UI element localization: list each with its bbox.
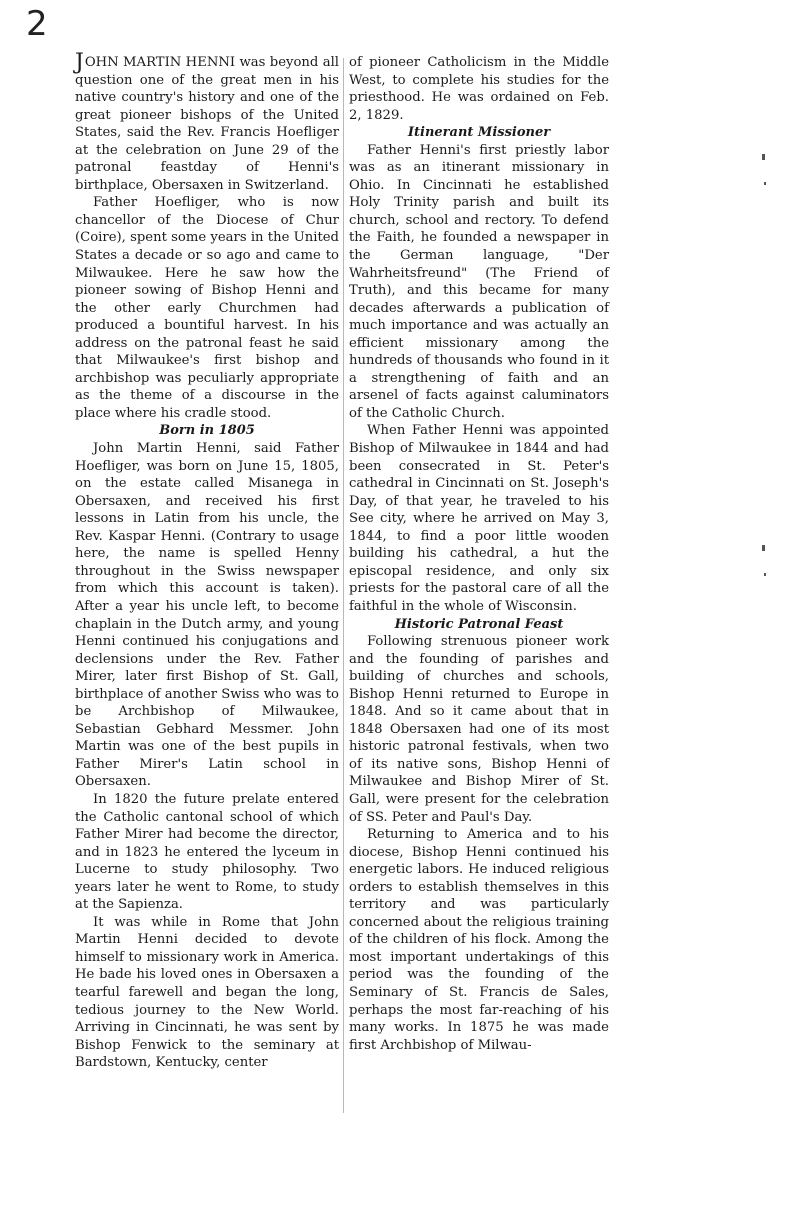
section-heading: Historic Patronal Feast	[394, 616, 564, 632]
paragraph: Father Hoefliger, who is now chancellor of the Diocese of Chur (Coire), spent some years in the United States a decade or so ago and came to Milwaukee. Here he saw how the pioneer sowing of Bishop Henni and the other early Churchmen had produced a bountiful harvest. In his address on the patronal feast he said that Milwaukee's first bishop and archbishop was peculiarly appropriate as the theme of a discourse in the place where his cradle stood.	[75, 195, 339, 421]
paragraph: Father Henni's first priestly labor was as an itinerant missionary in Ohio. In Cincinnati he established Holy Trinity parish and built its church, school and rectory. To defend the Faith, he founded a newspaper in the German language, "Der Wahrheitsfreund" (The Friend of Truth), and this became for many decades afterwards a publication of much importance and was actually an efficient missionary among the hundreds of thousands who found in it a strengthening of faith and an arsenel of facts against caluminators of the Catholic Church.	[349, 142, 609, 421]
drop-cap: J	[75, 50, 84, 75]
column-rule	[343, 58, 344, 1113]
margin-mark	[762, 545, 765, 551]
left-column	[75, 50, 339, 1072]
paragraph: John Martin Henni, said Father Hoefliger, was born on June 15, 1805, on the estate called Misanega in Obersaxen, and received his first lessons in Latin from his uncle, the Rev. Kaspar Henni. (Contrary to usage here, the name is spelled Henny throughout in the Swiss newspaper from which this account is taken). After a year his uncle left, to become chaplain in the Dutch army, and young Henni continued his conjugations and declensions under the Rev. Father Mirer, later first Bishop of St. Gall, birthplace of another Swiss who was to be Archbishop of Milwaukee, Sebastian Gebhard Messmer. John Martin was one of the best pupils in Father Mirer's Latin school in Obersaxen.	[75, 441, 339, 790]
paragraph-text: OHN MARTIN HENNI was beyond all question one of the great men in his native country's history and one of the great pioneer bishops of the United States, said the Rev. Francis Hoefliger at the celebration on June 29 of the patronal feastday of Henni's birthplace, Obersaxen in Switzerland.	[75, 55, 339, 193]
paragraph: In 1820 the future prelate entered the Catholic cantonal school of which Father Mirer had become the director, and in 1823 he entered the lyceum in Lucerne to study philosophy. Two years later he went to Rome, to study at the Sapienza.	[75, 791, 339, 913]
right-column	[349, 54, 609, 1054]
paragraph: Returning to America and to his diocese, Bishop Henni continued his energetic labors. He induced religious orders to establish themselves in this territory and was particularly concerned about the religious training of the children of his flock. Among the most important undertakings of this period was the founding of the Seminary of St. Francis de Sales, perhaps the most far-reaching of his many works. In 1875 he was made first Archbishop of Milwau-	[349, 827, 609, 1053]
margin-mark	[762, 154, 765, 160]
paragraph: When Father Henni was appointed Bishop of Milwaukee in 1844 and had been consecrated in St. Peter's cathedral in Cincinnati on St. Joseph's Day, of that year, he traveled to his See city, where he arrived on May 3, 1844, to find a poor little wooden building his cathedral, a hut the episcopal residence, and only six priests for the pastoral care of all the faithful in the whole of Wisconsin.	[349, 423, 609, 614]
section-heading: Born in 1805	[159, 423, 255, 439]
section-heading: Itinerant Missioner	[407, 125, 551, 141]
page-number: 2	[26, 4, 48, 44]
paragraph: of pioneer Catholicism in the Middle West, to complete his studies for the priesthood. He was ordained on Feb. 2, 1829.	[349, 55, 609, 123]
lead-paragraph	[75, 50, 339, 194]
margin-mark	[764, 573, 766, 576]
paragraph: Following strenuous pioneer work and the founding of parishes and building of churches and schools, Bishop Henni returned to Europe in 1848. And so it came about that in 1848 Obersaxen had one of its most historic patronal festivals, when two of its native sons, Bishop Henni of Milwaukee and Bishop Mirer of St. Gall, were present for the celebration of SS. Peter and Paul's Day.	[349, 634, 609, 825]
margin-mark	[764, 182, 766, 185]
paragraph: It was while in Rome that John Martin Henni decided to devote himself to missionary work in America. He bade his loved ones in Obersaxen a tearful farewell and began the long, tedious journey to the New World. Arriving in Cincinnati, he was sent by Bishop Fenwick to the seminary at Bardstown, Kentucky, center	[75, 914, 339, 1071]
